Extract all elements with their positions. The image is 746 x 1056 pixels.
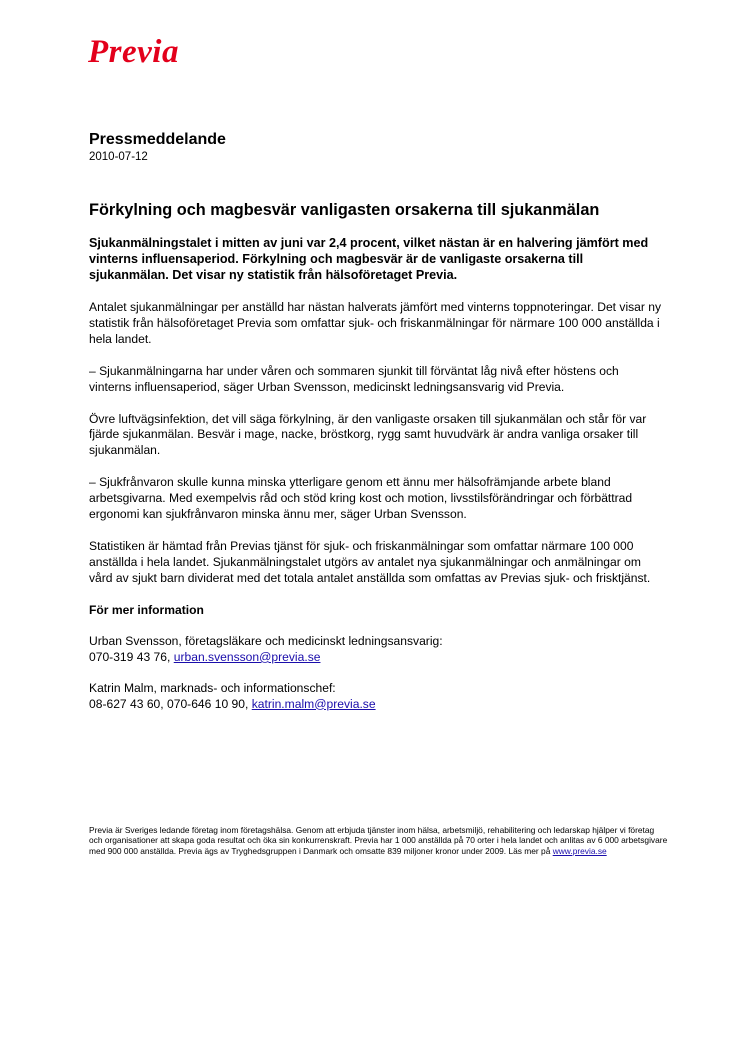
contact-person xyxy=(89,634,664,666)
company-boilerplate xyxy=(89,825,669,856)
contact-details xyxy=(89,650,664,666)
contact-phones: 070-319 43 76, xyxy=(89,649,174,664)
previa-logo: Previa xyxy=(88,34,179,70)
boilerplate-text: Previa är Sveriges ledande företag inom företagshälsa. Genom att erbjuda tjänster inom hälsa, arbetsmiljö, rehabilitering och ledarskap hjälper vi företag och organisationer att skapa goda resultat och öka sin konkurrenskraft. Previa har 1 000 anställda på 70 orter i hela landet och anlitas av 6 000 arbetsgivare med 900 000 anställda. Previa ägs av Tryghedsgruppen i Danmark och omsatte 839 miljoner kronor under 2009. Läs mer på xyxy=(89,825,668,856)
contact-email-link[interactable]: urban.svensson@previa.se xyxy=(173,649,321,664)
lead-paragraph: Sjukanmälningstalet i mitten av juni var 2,4 procent, vilket nästan är en halvering jämfört med vinterns influensaperiod. Förkylning och magbesvär är de vanligaste orsakerna till sjukanmälan. Det visar ny statistik från hälsoföretaget Previa. xyxy=(89,236,649,282)
document-type-heading: Pressmeddelande xyxy=(89,131,226,148)
contact-name-title: Urban Svensson, företagsläkare och medicinskt ledningsansvarig: xyxy=(89,633,443,648)
article-body xyxy=(89,235,664,587)
contact-section xyxy=(89,603,664,728)
body-paragraph: Statistiken är hämtad från Previas tjänst för sjuk- och friskanmälningar som omfattar närmare 100 000 anställda i hela landet. Sjukanmälningstalet utgörs av antalet nya sjukanmälningar och anmälningar om vård av sjukt barn dividerat med det totala antalet anställda som omfattas av Previas sjuk- och frisktjänst. xyxy=(89,538,651,585)
body-paragraph: Övre luftvägsinfektion, det vill säga förkylning, är den vanligaste orsaken till sjukanmälan och står för var fjärde sjukanmälan. Besvär i mage, nacke, bröstkorg, rygg samt huvudvärk är andra vanliga orsaker till sjukanmälan. xyxy=(89,411,647,458)
contact-name-title: Katrin Malm, marknads- och informationschef: xyxy=(89,680,336,695)
body-paragraph: – Sjukanmälningarna har under våren och sommaren sjunkit till förväntat låg nivå efter höstens och vinterns influensaperiod, säger Urban Svensson, medicinskt ledningsansvarig vid Previa. xyxy=(89,363,619,394)
contact-details xyxy=(89,697,664,713)
contact-phones: 08-627 43 60, 070-646 10 90, xyxy=(89,696,252,711)
body-paragraph: Antalet sjukanmälningar per anställd har nästan halverats jämfört med vinterns toppnoteringar. Det visar ny statistik från hälsoföretaget Previa som omfattar sjuk- och friskanmälningar för närmare 100 000 anställda i hela landet. xyxy=(89,300,662,346)
contact-heading: För mer information xyxy=(89,603,204,617)
website-link[interactable]: www.previa.se xyxy=(552,845,607,856)
contact-person xyxy=(89,681,664,713)
contact-email-link[interactable]: katrin.malm@previa.se xyxy=(251,696,376,711)
press-release-title: Förkylning och magbesvär vanligasten orsakerna till sjukanmälan xyxy=(89,201,600,219)
body-paragraph: – Sjukfrånvaron skulle kunna minska ytterligare genom ett ännu mer hälsofrämjande arbete bland arbetsgivarna. Med exempelvis råd och stöd kring kost och motion, livsstilsförändringar och förbättrad ergonomi kan sjukfrånvaron minska ännu mer, säger Urban Svensson. xyxy=(89,475,633,522)
release-date: 2010-07-12 xyxy=(89,151,148,163)
